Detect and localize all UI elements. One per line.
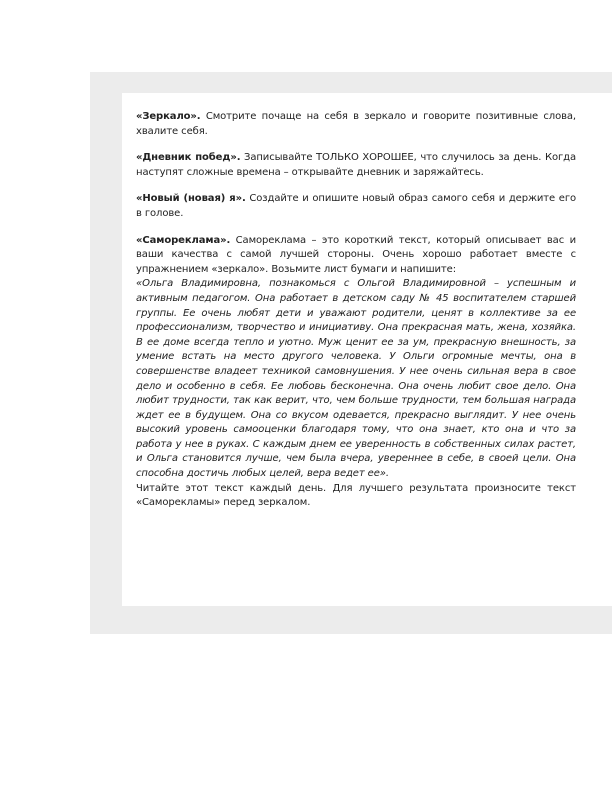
document-page (122, 93, 612, 606)
term-new-self: «Новый (новая) я». (136, 193, 246, 205)
text-new-self: Создайте и опишите новый образ самого себя и держите его в голове. (136, 193, 576, 219)
paragraph-self-ad (136, 234, 576, 278)
paragraph-diary (136, 151, 576, 180)
paragraph-new-self (136, 192, 576, 221)
term-diary: «Дневник побед». (136, 152, 241, 164)
paragraph-mirror (136, 110, 576, 139)
text-mirror: Смотрите почаще на себя в зеркало и говорите позитивные слова, хвалите себя. (136, 111, 576, 137)
self-ad-example: «Ольга Владимировна, познакомься с Ольгой Владимировной – успешным и активным педагогом. Она работает в детском саду № 45 воспитателем старшей группы. Ее очень любят дети и уважают родители, ценят в коллективе за ее профессионализм, творчество и инициативу. Она прекрасная мать, жена, хозяйка. В ее доме всегда тепло и уютно. Муж ценит ее за ум, прекрасную внешность, за умение встать на место другого человека. У Ольги огромные мечты, она в совершенстве владеет техникой самовнушения. У нее очень сильная вера в свое дело и особенно в себя. Ее любовь бесконечна. Она очень любит свое дело. Она любит трудности, так как верит, что, чем больше трудности, тем большая награда ждет ее в будущем. Она со вкусом одевается, прекрасно выглядит. У нее очень высокий уровень самооценки благодаря тому, что она знает, кто она и что за работа у нее в руках. С каждым днем ее уверенность в собственных силах растет, и Ольга становится лучше, чем была вчера, увереннее в себе, в своей цели. Она способна достичь любых целей, вера ведет ее». (136, 278, 576, 480)
term-mirror: «Зеркало». (136, 111, 201, 122)
text-diary: Записывайте ТОЛЬКО ХОРОШЕЕ, что случилось за день. Когда наступят сложные времена – открывайте дневник и заряжайтесь. (136, 152, 577, 178)
term-self-ad: «Самореклама». (136, 234, 231, 246)
self-ad-closing: Читайте этот текст каждый день. Для лучшего результата произносите текст «Саморекламы» перед зеркалом. (136, 482, 576, 509)
document-content (136, 110, 576, 511)
text-self-ad: Самореклама – это короткий текст, который описывает вас и ваши качества с самой лучшей стороны. Очень хорошо работает вместе с упражнением «зеркало». Возьмите лист бумаги и напишите: (136, 234, 576, 275)
